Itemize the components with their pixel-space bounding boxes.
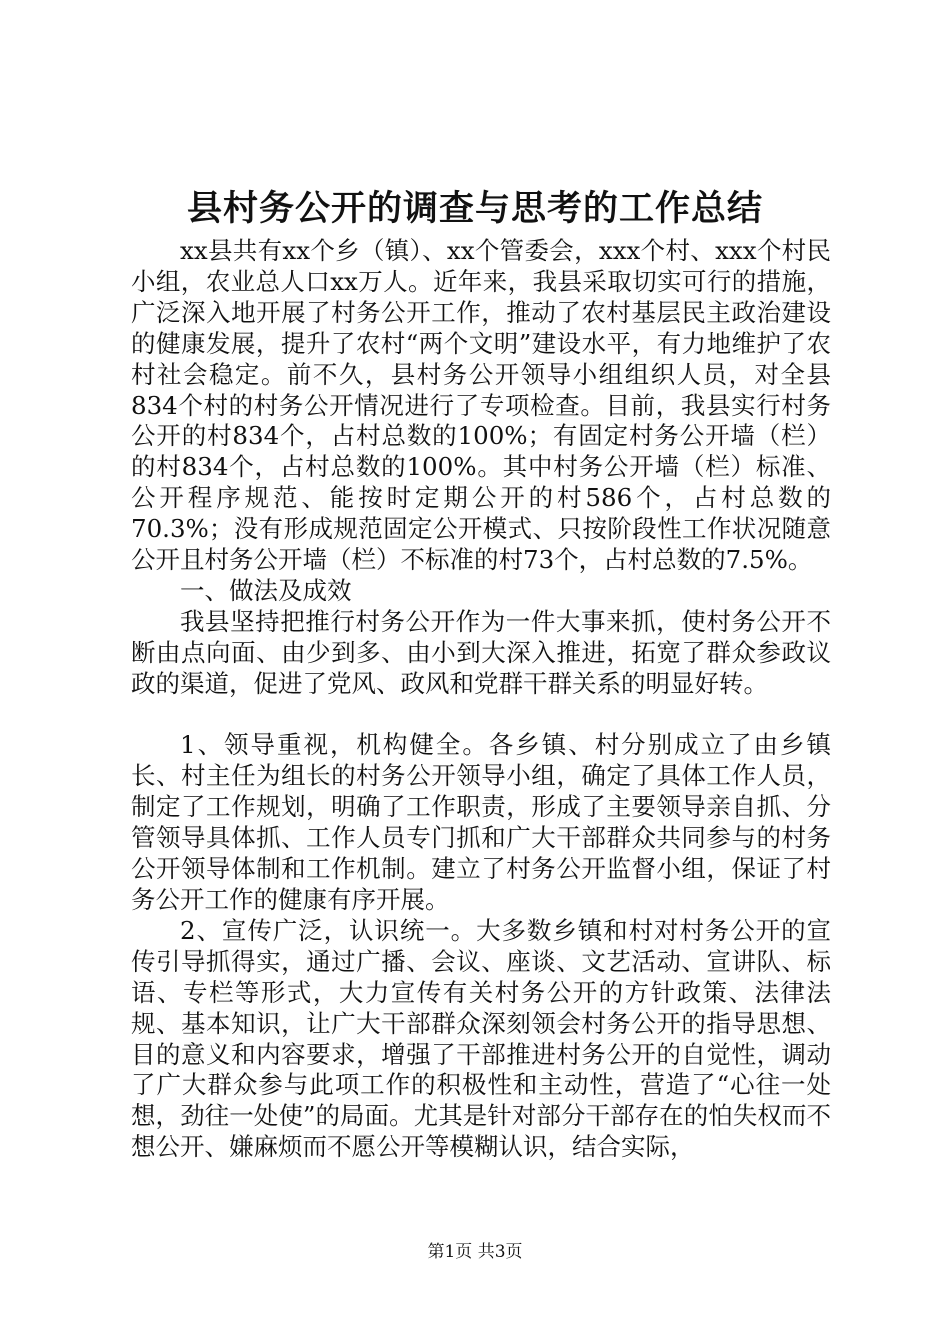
document-title: 县村务公开的调查与思考的工作总结: [186, 188, 763, 229]
paragraph-point-2: 2、宣传广泛，认识统一。大多数乡镇和村对村务公开的宣传引导抓得实，通过广播、会议、座谈、文艺活动、宣讲队、标语、专栏等形式，大力宣传有关村务公开的方针政策、法律法规、基本知识，让广大干部群众深刻领会村务公开的指导思想、目的意义和内容要求，增强了干部推进村务公开的自觉性，调动了广大群众参与此项工作的积极性和主动性，营造了“心往一处想，劲往一处使”的局面。尤其是针对部分干部存在的怕失权而不想公开、嫌麻烦而不愿公开等模糊认识，结合实际，: [131, 915, 831, 1162]
page-footer: 第1页 共3页: [427, 1242, 523, 1262]
paragraph-intro: 我县坚持把推行村务公开作为一件大事来抓，使村务公开不断由点向面、由少到多、由小到大深入推进，拓宽了群众参政议政的渠道，促进了党风、政风和党群干群关系的明显好转。: [131, 606, 831, 698]
section-heading: 一、做法及成效: [180, 575, 352, 605]
paragraph-point-1: 1、领导重视，机构健全。各乡镇、村分别成立了由乡镇长、村主任为组长的村务公开领导小组，确定了具体工作人员，制定了工作规划，明确了工作职责，形成了主要领导亲自抓、分管领导具体抓、工作人员专门抓和广大干部群众共同参与的村务公开领导体制和工作机制。建立了村务公开监督小组，保证了村务公开工作的健康有序开展。: [131, 730, 831, 915]
paragraph-spacer: [131, 700, 831, 731]
document-body: [131, 236, 831, 1163]
paragraph-overview: xx县共有xx个乡（镇）、xx个管委会，xxx个村、xxx个村民小组，农业总人口xx万人。近年来，我县采取切实可行的措施，广泛深入地开展了村务公开工作，推动了农村基层民主政治建设的健康发展，提升了农村“两个文明”建设水平，有力地维护了农村社会稳定。前不久，县村务公开领导小组组织人员，对全县834个村的村务公开情况进行了专项检查。目前，我县实行村务公开的村834个，占村总数的100%；有固定村务公开墙（栏）的村834个，占村总数的100%。其中村务公开墙（栏）标准、公开程序规范、能按时定期公开的村586个，占村总数的70.3%；没有形成规范固定公开模式、只按阶段性工作状况随意公开且村务公开墙（栏）不标准的村73个，占村总数的7.5%。: [131, 236, 831, 575]
